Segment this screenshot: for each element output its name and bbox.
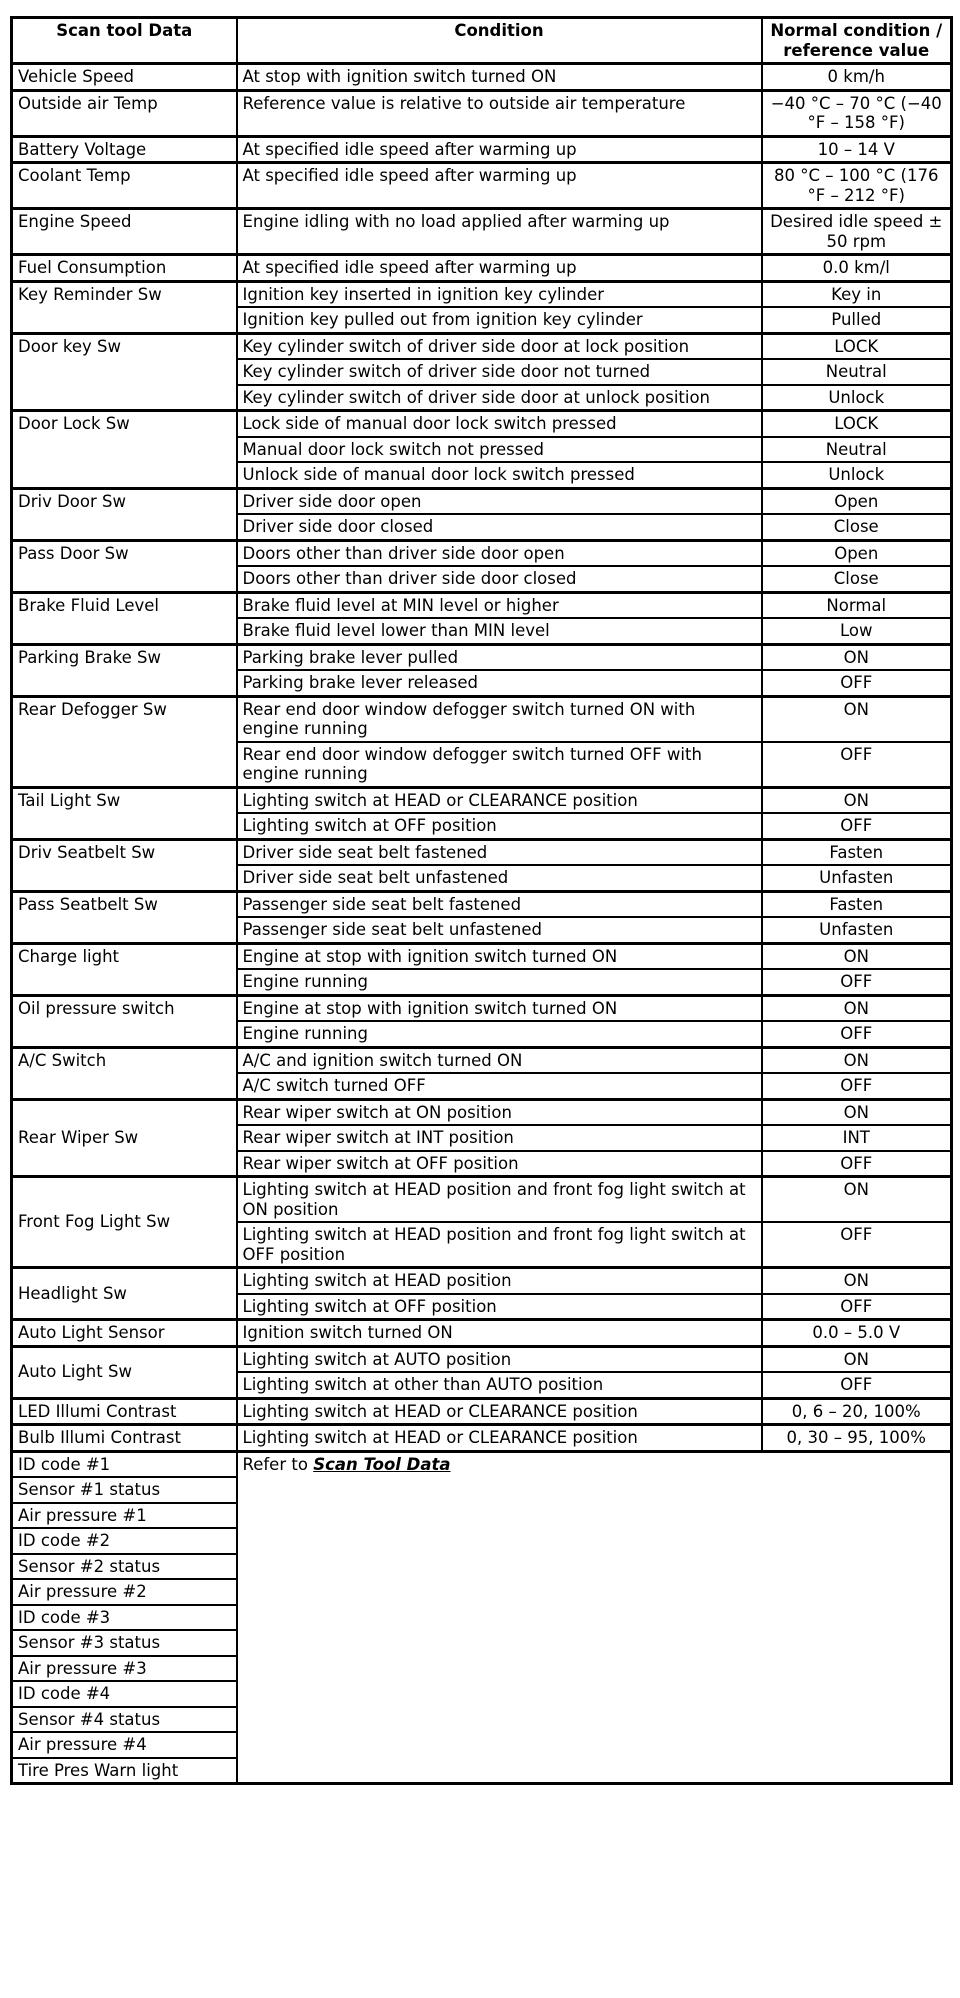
reference-value-cell: ON xyxy=(762,1047,952,1073)
scan-item-name: Battery Voltage xyxy=(12,136,237,163)
condition-cell: At specified idle speed after warming up xyxy=(237,136,762,163)
table-row xyxy=(12,281,952,307)
scan-item-name: Driv Door Sw xyxy=(12,488,237,540)
scan-item-name: Pass Seatbelt Sw xyxy=(12,891,237,943)
table-row xyxy=(12,163,952,209)
scan-item-name: Rear Defogger Sw xyxy=(12,696,237,787)
condition-cell: A/C and ignition switch turned ON xyxy=(237,1047,762,1073)
scan-item-name: ID code #1 xyxy=(12,1451,237,1477)
scan-item-name: Engine Speed xyxy=(12,209,237,255)
scan-item-name: Sensor #2 status xyxy=(12,1554,237,1580)
table-row xyxy=(12,592,952,618)
reference-value-cell: Open xyxy=(762,540,952,566)
table-row xyxy=(12,1425,952,1452)
reference-value-cell: OFF xyxy=(762,1021,952,1047)
header-row xyxy=(12,18,952,64)
reference-value-cell: 10 – 14 V xyxy=(762,136,952,163)
condition-cell: Rear wiper switch at ON position xyxy=(237,1099,762,1125)
scan-item-name: ID code #2 xyxy=(12,1528,237,1554)
reference-value-cell: Open xyxy=(762,488,952,514)
condition-cell: Ignition switch turned ON xyxy=(237,1320,762,1347)
scan-item-name: Air pressure #2 xyxy=(12,1579,237,1605)
table-row xyxy=(12,839,952,865)
reference-value-cell: 0.0 km/l xyxy=(762,255,952,282)
condition-cell: Unlock side of manual door lock switch pressed xyxy=(237,462,762,488)
refer-note xyxy=(237,1451,952,1784)
reference-value-cell: ON xyxy=(762,995,952,1021)
table-row xyxy=(12,943,952,969)
scan-item-name: Front Fog Light Sw xyxy=(12,1177,237,1268)
table-row xyxy=(12,1268,952,1294)
condition-cell: Engine running xyxy=(237,1021,762,1047)
header-scan-tool-data: Scan tool Data xyxy=(12,18,237,64)
scan-item-name: Door key Sw xyxy=(12,333,237,411)
scan-item-name: Coolant Temp xyxy=(12,163,237,209)
reference-value-cell: OFF xyxy=(762,1222,952,1268)
condition-cell: Doors other than driver side door closed xyxy=(237,566,762,592)
reference-value-cell: Close xyxy=(762,514,952,540)
reference-value-cell: Key in xyxy=(762,281,952,307)
scan-item-name: Driv Seatbelt Sw xyxy=(12,839,237,891)
table-row xyxy=(12,1398,952,1425)
refer-prefix: Refer to xyxy=(242,1454,314,1474)
condition-cell: Rear end door window defogger switch turned OFF with engine running xyxy=(237,742,762,788)
condition-cell: A/C switch turned OFF xyxy=(237,1073,762,1099)
condition-cell: Rear wiper switch at OFF position xyxy=(237,1151,762,1177)
reference-value-cell: Unlock xyxy=(762,462,952,488)
reference-value-cell: ON xyxy=(762,1177,952,1223)
scan-item-name: LED Illumi Contrast xyxy=(12,1398,237,1425)
condition-cell: At specified idle speed after warming up xyxy=(237,255,762,282)
reference-value-cell: Normal xyxy=(762,592,952,618)
condition-cell: Lighting switch at AUTO position xyxy=(237,1346,762,1372)
table-row xyxy=(12,333,952,359)
table-row xyxy=(12,1099,952,1125)
table-row xyxy=(12,1346,952,1372)
scan-item-name: ID code #4 xyxy=(12,1681,237,1707)
reference-value-cell: −40 °C – 70 °C (−40 °F – 158 °F) xyxy=(762,90,952,136)
reference-value-cell: OFF xyxy=(762,1294,952,1320)
reference-value-cell: OFF xyxy=(762,1372,952,1398)
reference-value-cell: ON xyxy=(762,1346,952,1372)
condition-cell: Ignition key inserted in ignition key cylinder xyxy=(237,281,762,307)
table-row xyxy=(12,90,952,136)
condition-cell: Lighting switch at HEAD or CLEARANCE position xyxy=(237,1425,762,1452)
reference-value-cell: Low xyxy=(762,618,952,644)
condition-cell: Lighting switch at OFF position xyxy=(237,1294,762,1320)
header-reference-value: Normal condition / reference value xyxy=(762,18,952,64)
condition-cell: Lock side of manual door lock switch pressed xyxy=(237,411,762,437)
condition-cell: Rear end door window defogger switch turned ON with engine running xyxy=(237,696,762,742)
scan-item-name: Vehicle Speed xyxy=(12,64,237,91)
table-row xyxy=(12,1047,952,1073)
reference-value-cell: ON xyxy=(762,1099,952,1125)
scan-item-name: Brake Fluid Level xyxy=(12,592,237,644)
condition-cell: Driver side seat belt fastened xyxy=(237,839,762,865)
table-row xyxy=(12,891,952,917)
reference-value-cell: Unfasten xyxy=(762,917,952,943)
condition-cell: Driver side door closed xyxy=(237,514,762,540)
condition-cell: At stop with ignition switch turned ON xyxy=(237,64,762,91)
header-condition: Condition xyxy=(237,18,762,64)
reference-value-cell: Neutral xyxy=(762,437,952,463)
scan-item-name: ID code #3 xyxy=(12,1605,237,1631)
reference-value-cell: LOCK xyxy=(762,333,952,359)
table-row xyxy=(12,644,952,670)
reference-value-cell: ON xyxy=(762,696,952,742)
table-row xyxy=(12,696,952,742)
reference-value-cell: INT xyxy=(762,1125,952,1151)
reference-value-cell: Unlock xyxy=(762,385,952,411)
condition-cell: Manual door lock switch not pressed xyxy=(237,437,762,463)
scan-item-name: Door Lock Sw xyxy=(12,411,237,489)
condition-cell: Parking brake lever released xyxy=(237,670,762,696)
table-row xyxy=(12,255,952,282)
condition-cell: Key cylinder switch of driver side door at unlock position xyxy=(237,385,762,411)
scan-item-name: Oil pressure switch xyxy=(12,995,237,1047)
scan-item-name: Headlight Sw xyxy=(12,1268,237,1320)
table-row xyxy=(12,488,952,514)
scan-item-name: Auto Light Sensor xyxy=(12,1320,237,1347)
scan-item-name: Sensor #4 status xyxy=(12,1707,237,1733)
condition-cell: Driver side seat belt unfastened xyxy=(237,865,762,891)
table-body xyxy=(12,64,952,1784)
scan-tool-data-table xyxy=(10,16,953,1785)
condition-cell: Engine at stop with ignition switch turned ON xyxy=(237,995,762,1021)
table-row xyxy=(12,1177,952,1223)
condition-cell: Passenger side seat belt unfastened xyxy=(237,917,762,943)
scan-item-name: Fuel Consumption xyxy=(12,255,237,282)
scan-tool-data-link[interactable]: Scan Tool Data xyxy=(313,1454,451,1474)
scan-tool-data-sheet xyxy=(10,16,950,1785)
scan-item-name: Parking Brake Sw xyxy=(12,644,237,696)
condition-cell: Parking brake lever pulled xyxy=(237,644,762,670)
condition-cell: Lighting switch at HEAD or CLEARANCE position xyxy=(237,1398,762,1425)
table-row xyxy=(12,136,952,163)
condition-cell: Lighting switch at HEAD position and front fog light switch at ON position xyxy=(237,1177,762,1223)
reference-value-cell: OFF xyxy=(762,813,952,839)
condition-cell: Lighting switch at other than AUTO position xyxy=(237,1372,762,1398)
scan-item-name: Sensor #3 status xyxy=(12,1630,237,1656)
condition-cell: Engine at stop with ignition switch turned ON xyxy=(237,943,762,969)
scan-item-name: Sensor #1 status xyxy=(12,1477,237,1503)
scan-item-name: A/C Switch xyxy=(12,1047,237,1099)
condition-cell: At specified idle speed after warming up xyxy=(237,163,762,209)
scan-item-name: Air pressure #3 xyxy=(12,1656,237,1682)
scan-item-name: Charge light xyxy=(12,943,237,995)
scan-item-name: Rear Wiper Sw xyxy=(12,1099,237,1177)
scan-item-name: Pass Door Sw xyxy=(12,540,237,592)
condition-cell: Reference value is relative to outside air temperature xyxy=(237,90,762,136)
reference-value-cell: 0.0 – 5.0 V xyxy=(762,1320,952,1347)
condition-cell: Lighting switch at HEAD position xyxy=(237,1268,762,1294)
reference-value-cell: Close xyxy=(762,566,952,592)
reference-value-cell: Neutral xyxy=(762,359,952,385)
reference-value-cell: Fasten xyxy=(762,891,952,917)
condition-cell: Rear wiper switch at INT position xyxy=(237,1125,762,1151)
reference-value-cell: OFF xyxy=(762,969,952,995)
condition-cell: Brake fluid level lower than MIN level xyxy=(237,618,762,644)
scan-item-name: Key Reminder Sw xyxy=(12,281,237,333)
scan-item-name: Air pressure #4 xyxy=(12,1732,237,1758)
scan-item-name: Tail Light Sw xyxy=(12,787,237,839)
reference-value-cell: OFF xyxy=(762,742,952,788)
scan-item-name: Bulb Illumi Contrast xyxy=(12,1425,237,1452)
scan-item-name: Air pressure #1 xyxy=(12,1503,237,1529)
reference-value-cell: 80 °C – 100 °C (176 °F – 212 °F) xyxy=(762,163,952,209)
scan-item-name: Auto Light Sw xyxy=(12,1346,237,1398)
reference-value-cell: ON xyxy=(762,943,952,969)
condition-cell: Ignition key pulled out from ignition key cylinder xyxy=(237,307,762,333)
table-row xyxy=(12,411,952,437)
reference-value-cell: OFF xyxy=(762,670,952,696)
reference-value-cell: 0, 30 – 95, 100% xyxy=(762,1425,952,1452)
reference-value-cell: Fasten xyxy=(762,839,952,865)
scan-item-name: Outside air Temp xyxy=(12,90,237,136)
reference-value-cell: ON xyxy=(762,787,952,813)
reference-value-cell: 0, 6 – 20, 100% xyxy=(762,1398,952,1425)
condition-cell: Key cylinder switch of driver side door not turned xyxy=(237,359,762,385)
condition-cell: Engine running xyxy=(237,969,762,995)
table-row xyxy=(12,787,952,813)
table-row xyxy=(12,209,952,255)
condition-cell: Lighting switch at OFF position xyxy=(237,813,762,839)
table-row xyxy=(12,995,952,1021)
table-row xyxy=(12,64,952,91)
reference-value-cell: Unfasten xyxy=(762,865,952,891)
condition-cell: Lighting switch at HEAD position and front fog light switch at OFF position xyxy=(237,1222,762,1268)
condition-cell: Passenger side seat belt fastened xyxy=(237,891,762,917)
reference-value-cell: OFF xyxy=(762,1073,952,1099)
table-row xyxy=(12,1320,952,1347)
condition-cell: Doors other than driver side door open xyxy=(237,540,762,566)
reference-value-cell: Pulled xyxy=(762,307,952,333)
reference-value-cell: ON xyxy=(762,1268,952,1294)
scan-item-name: Tire Pres Warn light xyxy=(12,1758,237,1784)
condition-cell: Engine idling with no load applied after warming up xyxy=(237,209,762,255)
reference-value-cell: OFF xyxy=(762,1151,952,1177)
table-row xyxy=(12,540,952,566)
condition-cell: Driver side door open xyxy=(237,488,762,514)
reference-value-cell: ON xyxy=(762,644,952,670)
reference-value-cell: LOCK xyxy=(762,411,952,437)
condition-cell: Lighting switch at HEAD or CLEARANCE position xyxy=(237,787,762,813)
table-row xyxy=(12,1451,952,1477)
reference-value-cell: Desired idle speed ± 50 rpm xyxy=(762,209,952,255)
condition-cell: Brake fluid level at MIN level or higher xyxy=(237,592,762,618)
condition-cell: Key cylinder switch of driver side door at lock position xyxy=(237,333,762,359)
reference-value-cell: 0 km/h xyxy=(762,64,952,91)
